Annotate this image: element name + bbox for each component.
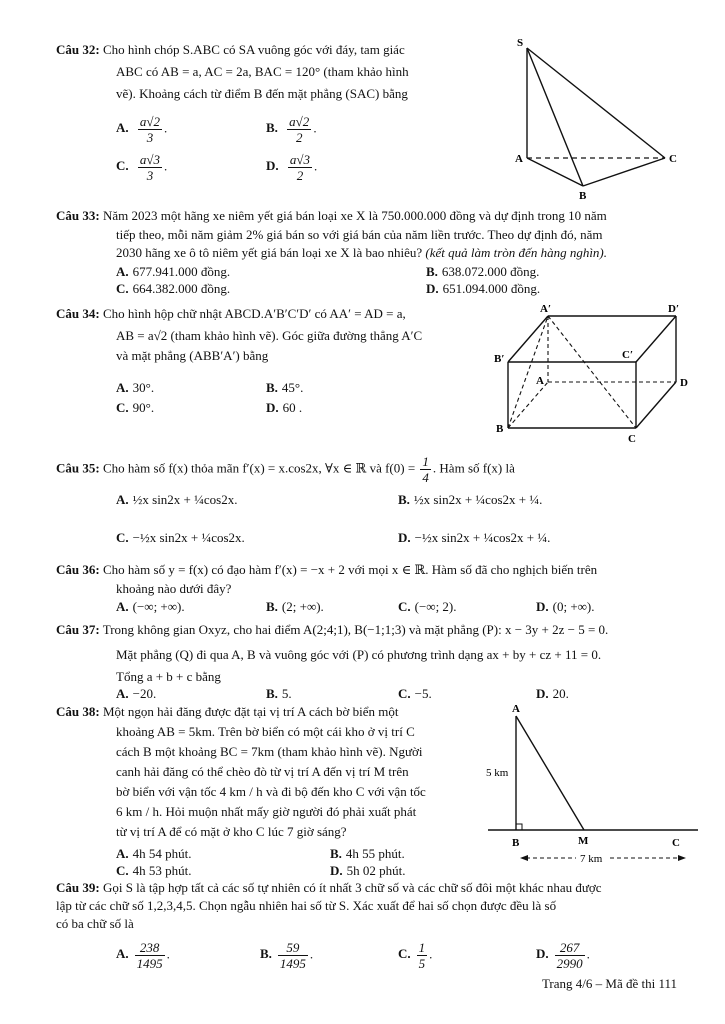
- q35-line1: Câu 35: Cho hàm số f(x) thỏa mãn f′(x) = x.cos2x, ∀x ∈ ℝ và f(0) = $\frac{1}{4}$ . Hàm số f(x) là: [56, 454, 515, 485]
- q34-option-b[interactable]: B. 45°.: [266, 380, 304, 395]
- q38-label-a: A: [512, 703, 520, 715]
- q38-label-bc: 7 km: [580, 853, 603, 865]
- q39-option-b[interactable]: B. $\frac{59}{1495}$ .: [260, 940, 314, 971]
- q37-option-a[interactable]: A. −20.: [116, 686, 157, 701]
- q32-option-d[interactable]: D. $\frac{a√3}{2}$ .: [266, 152, 318, 183]
- q36-text1: Cho hàm số y = f(x) có đạo hàm f′(x) = −x + 2 với mọi x ∈ ℝ. Hàm số đã cho nghịch biến trên: [102, 562, 598, 577]
- q35-option-d[interactable]: D. −½x sin2x + ¼cos2x + ¼.: [398, 530, 551, 545]
- q36-option-a[interactable]: A. (−∞; +∞).: [116, 599, 185, 614]
- q34-label-d: D: [680, 377, 688, 389]
- q34-label-b-prime: B′: [494, 353, 505, 365]
- q38-text1: Một ngọn hải đăng được đặt tại vị trí A cách bờ biển một: [102, 704, 399, 719]
- q33-option-d[interactable]: D. 651.094.000 đồng.: [426, 281, 541, 296]
- q39-label: Câu 39:: [56, 880, 100, 895]
- q35-text1a: Cho hàm số f(x) thỏa mãn f′(x) = x.cos2x, ∀x ∈ ℝ và f(0) =: [102, 460, 416, 476]
- q33-label: Câu 33:: [56, 208, 100, 223]
- q38-label: Câu 38:: [56, 704, 100, 719]
- q34-line1: [56, 304, 406, 323]
- q37-option-d[interactable]: D. 20.: [536, 686, 569, 701]
- q36-option-c[interactable]: C. (−∞; 2).: [398, 599, 457, 614]
- q34-text2: AB = a√2 (tham khảo hình vẽ). Góc giữa đường thẳng A′C: [116, 328, 423, 343]
- q37-text1: Trong không gian Oxyz, cho hai điểm A(2;4;1), B(−1;1;3) và mặt phẳng (P): x − 3y + 2z − 5 = 0.: [102, 622, 609, 637]
- q38-text6: 6 km / h. Hỏi muộn nhất mấy giờ người đó phải xuất phát: [116, 804, 417, 819]
- q38-option-b[interactable]: B. 4h 55 phút.: [330, 846, 405, 861]
- q32-label-a: A: [515, 153, 523, 165]
- q33-option-b[interactable]: B. 638.072.000 đồng.: [426, 264, 540, 279]
- q38-lighthouse-figure: [480, 700, 705, 870]
- q33-option-a[interactable]: A. 677.941.000 đồng.: [116, 264, 231, 279]
- q32-label-b: B: [579, 190, 587, 201]
- q38-option-d[interactable]: D. 5h 02 phút.: [330, 863, 406, 878]
- q39-line1: [56, 878, 602, 897]
- q34-label-b: B: [496, 423, 504, 435]
- q34-option-a[interactable]: A. 30°.: [116, 380, 155, 395]
- q35-text1b: . Hàm số f(x) là: [432, 460, 515, 476]
- q39-option-a[interactable]: A. $\frac{238}{1495}$ .: [116, 940, 170, 971]
- q38-option-a[interactable]: A. 4h 54 phút.: [116, 846, 192, 861]
- q39-option-c[interactable]: C. $\frac{1}{5}$ .: [398, 940, 433, 971]
- q34-text1: Cho hình hộp chữ nhật ABCD.A′B′C′D′ có AA′ = AD = a,: [102, 306, 406, 321]
- q36-text2: khoảng nào dưới đây?: [116, 581, 232, 596]
- q35-label: Câu 35:: [56, 460, 100, 476]
- q38-text2: khoảng AB = 5km. Trên bờ biển có một cái kho ở vị trí C: [116, 724, 415, 739]
- q32-option-c[interactable]: C. $\frac{a√3}{3}$ .: [116, 152, 168, 183]
- q36-label: Câu 36:: [56, 562, 100, 577]
- q35-option-b[interactable]: B. ½x sin2x + ¼cos2x + ¼.: [398, 492, 543, 507]
- q34-label: Câu 34:: [56, 306, 100, 321]
- q32-label: Câu 32:: [56, 42, 100, 57]
- q38-text5: bờ biển với vận tốc 4 km / h và đi bộ đến kho C với vận tốc: [116, 784, 426, 799]
- q33-option-c[interactable]: C. 664.382.000 đồng.: [116, 281, 231, 296]
- q33-text3: 2030 hãng xe ô tô niêm yết giá bán loại xe X là bao nhiêu?: [116, 245, 423, 260]
- q37-text3: Tổng a + b + c bằng: [116, 669, 221, 684]
- q39-text3: có ba chữ số là: [56, 916, 134, 931]
- q37-option-b[interactable]: B. 5.: [266, 686, 292, 701]
- q34-label-d-prime: D′: [668, 303, 680, 315]
- q34-label-c: C: [628, 433, 636, 445]
- q33-note: (kết quả làm tròn đến hàng nghìn).: [425, 245, 608, 260]
- q34-label-c-prime: C′: [622, 349, 634, 361]
- q36-option-d[interactable]: D. (0; +∞).: [536, 599, 595, 614]
- q37-line1: [56, 620, 608, 639]
- q39-option-d[interactable]: D. $\frac{267}{2990}$ .: [536, 940, 590, 971]
- q39-text2: lập từ các chữ số 1,2,3,4,5. Chọn ngẫu nhiên hai số từ S. Xác xuất để hai số chọn được đều là số: [56, 898, 557, 913]
- q33-line3: [116, 243, 607, 262]
- q37-option-c[interactable]: C. −5.: [398, 686, 432, 701]
- q37-text2: Mặt phẳng (Q) đi qua A, B và vuông góc với (P) có phương trình dạng ax + by + cz + 11 = 0.: [116, 647, 602, 662]
- q38-label-b: B: [512, 837, 520, 849]
- q32-option-b[interactable]: B. $\frac{a√2}{2}$ .: [266, 114, 317, 145]
- q34-option-d[interactable]: D. 60 .: [266, 400, 303, 415]
- q34-label-a: A: [536, 375, 544, 387]
- q33-text1: Năm 2023 một hãng xe niêm yết giá bán loại xe X là 750.000.000 đồng và dự định trong 10 năm: [102, 208, 607, 223]
- q38-text4: canh hải đăng có thể chèo đò từ vị trí A đến vị trí M trên: [116, 764, 409, 779]
- q38-text3: cách B một khoảng BC = 7km (tham khảo hình vẽ). Người: [116, 744, 423, 759]
- q33-text2: tiếp theo, mỗi năm giảm 2% giá bán so với giá bán của năm liền trước. Theo dự định đó, năm: [116, 227, 603, 242]
- q38-label-c: C: [672, 837, 680, 849]
- q32-line1: [56, 40, 405, 59]
- q34-option-c[interactable]: C. 90°.: [116, 400, 155, 415]
- q35-option-a[interactable]: A. ½x sin2x + ¼cos2x.: [116, 492, 238, 507]
- q32-text1: Cho hình chóp S.ABC có SA vuông góc với đáy, tam giác: [102, 42, 405, 57]
- q32-text2: ABC có AB = a, AC = 2a, BAC = 120° (tham khảo hình: [116, 64, 409, 79]
- q38-label-ab: 5 km: [486, 767, 509, 779]
- page-footer: Trang 4/6 – Mã đề thi 111: [541, 976, 677, 991]
- q34-label-a-prime: A′: [540, 303, 552, 315]
- q34-text3: và mặt phẳng (ABB′A′) bằng: [116, 348, 269, 363]
- q32-label-c: C: [669, 153, 677, 165]
- q34-box-figure: [478, 300, 718, 445]
- q32-label-s: S: [517, 37, 524, 49]
- q38-option-c[interactable]: C. 4h 53 phút.: [116, 863, 192, 878]
- q36-option-b[interactable]: B. (2; +∞).: [266, 599, 324, 614]
- q35-option-c[interactable]: C. −½x sin2x + ¼cos2x.: [116, 530, 245, 545]
- q38-line1: [56, 702, 399, 721]
- q32-option-a[interactable]: A. $\frac{a√2}{3}$ .: [116, 114, 168, 145]
- q32-text3: vẽ). Khoảng cách từ điểm B đến mặt phẳng (SAC) bằng: [116, 86, 408, 101]
- q36-line1: [56, 560, 597, 579]
- q39-text1: Gọi S là tập hợp tất cả các số tự nhiên có ít nhất 3 chữ số và các chữ số đôi một khác nhau được: [102, 880, 602, 895]
- q32-pyramid-figure: [505, 36, 690, 201]
- q38-label-m: M: [578, 835, 589, 847]
- q33-line1: [56, 206, 607, 225]
- q38-text7: từ vị trí A để có mặt ở kho C lúc 7 giờ sáng?: [116, 824, 347, 839]
- q37-label: Câu 37:: [56, 622, 100, 637]
